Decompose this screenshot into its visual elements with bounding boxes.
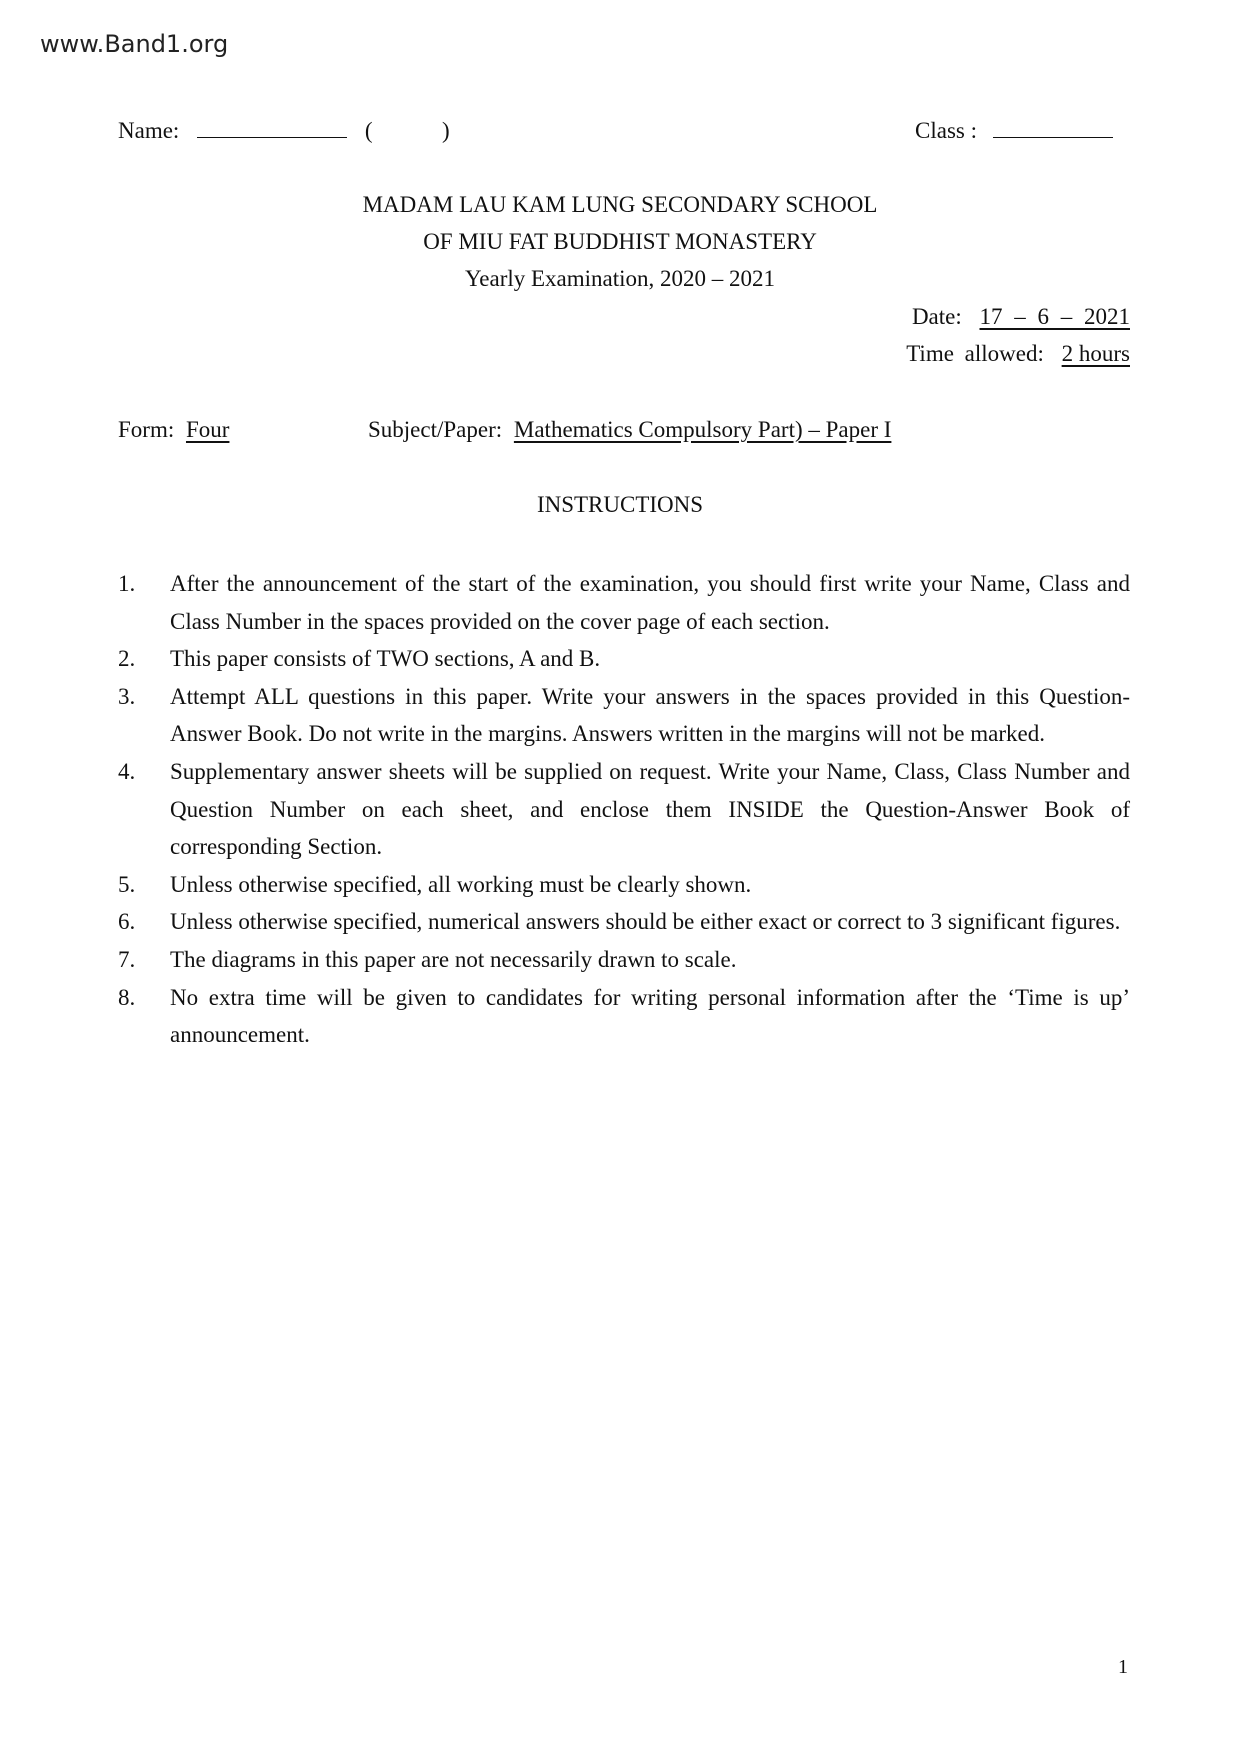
time-row [906, 339, 1130, 369]
name-blank[interactable] [197, 117, 347, 138]
page-number: 1 [1118, 1656, 1128, 1678]
instruction-number: 5. [118, 871, 136, 897]
instruction-number: 7. [118, 946, 136, 972]
instruction-text: Unless otherwise specified, all working must be clearly shown. [170, 871, 752, 897]
instruction-text: Unless otherwise specified, numerical answers should be either exact or correct to 3 significant figures. [170, 909, 1121, 935]
instruction-item [118, 866, 1130, 904]
instruction-item [118, 565, 1130, 640]
class-number-paren-close: ) [441, 118, 450, 143]
instruction-number: 3. [118, 683, 136, 709]
instruction-item [118, 941, 1130, 979]
instructions-list [118, 565, 1130, 1054]
form-row [118, 415, 229, 445]
form-label: Form: [118, 417, 175, 442]
subject-value: Mathematics Compulsory Part) – Paper I [513, 417, 892, 442]
class-label: Class : [915, 118, 977, 143]
date-row [912, 302, 1130, 332]
name-field-row [118, 116, 450, 146]
instruction-item [118, 979, 1130, 1054]
instruction-number: 1. [118, 571, 136, 596]
instruction-item [118, 640, 1130, 678]
exam-title: Yearly Examination, 2020 – 2021 [464, 266, 776, 291]
instruction-text: Attempt ALL questions in this paper. Write your answers in the spaces provided in this Question-Answer Book. Do not write in the margins. Answers written in the margins will not be marked. [170, 683, 1130, 747]
class-number-paren-open: ( [364, 118, 373, 143]
class-field-row [915, 116, 1113, 146]
time-label: Time allowed: [906, 341, 1044, 366]
form-value: Four [185, 417, 230, 442]
date-value: 17 – 6 – 2021 [979, 304, 1130, 329]
instruction-number: 4. [118, 758, 136, 784]
instruction-number: 8. [118, 984, 136, 1010]
instruction-text: After the announcement of the start of the examination, you should first write your Name, Class and Class Number in the spaces provided on the cover page of each section. [170, 571, 1130, 634]
subject-row [368, 415, 891, 445]
instruction-item [118, 903, 1130, 941]
instruction-text: The diagrams in this paper are not necessarily drawn to scale. [170, 946, 737, 972]
subject-label: Subject/Paper: [368, 417, 503, 442]
school-name-line1: MADAM LAU KAM LUNG SECONDARY SCHOOL [362, 192, 878, 217]
class-blank[interactable] [993, 117, 1113, 138]
instruction-text: No extra time will be given to candidates for writing personal information after the ‘Time is up’ announcement. [170, 984, 1130, 1048]
instruction-text: This paper consists of TWO sections, A and B. [170, 646, 601, 672]
instruction-number: 6. [118, 909, 136, 935]
instruction-number: 2. [118, 646, 136, 672]
instruction-text: Supplementary answer sheets will be supplied on request. Write your Name, Class, Class Number and Question Number on each sheet, and enclose them INSIDE the Question-Answer Book of corresponding Section. [170, 758, 1130, 860]
name-label: Name: [118, 118, 180, 143]
time-value: 2 hours [1061, 341, 1130, 366]
school-name-line2: OF MIU FAT BUDDHIST MONASTERY [423, 229, 817, 254]
instruction-item [118, 678, 1130, 753]
instructions-title: INSTRUCTIONS [536, 492, 704, 517]
instruction-item [118, 753, 1130, 866]
date-label: Date: [911, 304, 962, 329]
watermark: www.Band1.org [40, 30, 229, 58]
